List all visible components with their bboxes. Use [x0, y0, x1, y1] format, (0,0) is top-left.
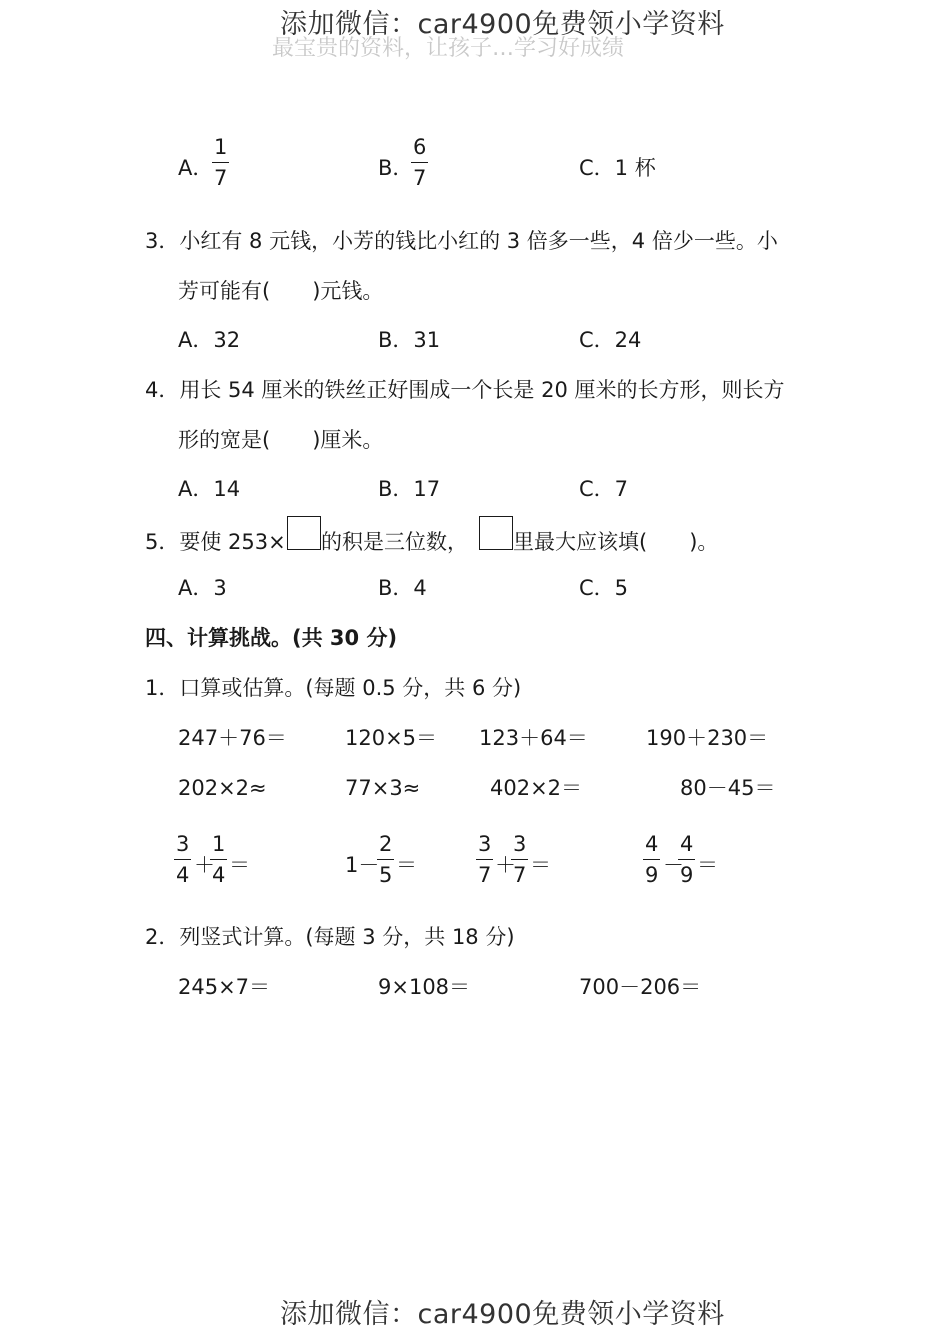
numerator: 1 [214, 135, 228, 159]
q5-blank-box-1 [287, 516, 321, 550]
denominator: 4 [210, 859, 227, 886]
equals-sign: ＝ [697, 853, 718, 877]
operator: ＋ [495, 853, 516, 877]
q3-option-c: C．24 [579, 328, 642, 352]
denominator: 9 [643, 859, 660, 886]
q2-option-a-fraction [212, 137, 229, 189]
denominator: 9 [678, 859, 695, 886]
lead-term: 1－ [345, 853, 380, 877]
denominator: 7 [476, 859, 493, 886]
numerator: 6 [413, 135, 427, 159]
q5-text-part1: 5．要使 253× [145, 530, 286, 554]
numerator: 3 [176, 832, 190, 856]
numerator: 3 [478, 832, 492, 856]
subsection-1-title: 1．口算或估算。(每题 0.5 分，共 6 分) [145, 676, 522, 700]
mental-math-item: 123＋64＝ [479, 726, 588, 750]
equals-sign: ＝ [229, 853, 250, 877]
vertical-calc-item: 245×7＝ [178, 975, 271, 999]
q3-line2: 芳可能有( )元钱。 [178, 279, 384, 303]
q4-option-c: C．7 [579, 477, 629, 501]
denominator: 7 [212, 162, 229, 189]
fraction [174, 834, 191, 886]
operator: － [663, 853, 684, 877]
denominator: 7 [411, 162, 428, 189]
denominator: 7 [511, 859, 528, 886]
fraction [377, 834, 394, 886]
q5-blank-box-2 [479, 516, 513, 550]
fraction [210, 834, 227, 886]
fraction [643, 834, 660, 886]
q5-text-part3: 里最大应该填( )。 [513, 530, 719, 554]
watermark-top: 添加微信：car4900免费领小学资料 [280, 9, 725, 40]
vertical-calc-item: 700－206＝ [579, 975, 702, 999]
denominator: 5 [377, 859, 394, 886]
numerator: 4 [645, 832, 659, 856]
mental-math-item: 80－45＝ [680, 776, 776, 800]
q4-option-b: B．17 [378, 477, 441, 501]
q4-option-a: A．14 [178, 477, 241, 501]
section-4-title: 四、计算挑战。(共 30 分) [145, 626, 398, 650]
q5-option-c: C．5 [579, 576, 629, 600]
q2-option-b-label: B． [378, 156, 414, 180]
mental-math-item: 247＋76＝ [178, 726, 287, 750]
operator: ＋ [194, 853, 215, 877]
q4-line2: 形的宽是( )厘米。 [178, 428, 384, 452]
fraction [476, 834, 493, 886]
equals-sign: ＝ [530, 853, 551, 877]
mental-math-item: 202×2≈ [178, 776, 267, 800]
q5-text-part2: 的积是三位数， [321, 530, 468, 554]
vertical-calc-item: 9×108＝ [378, 975, 471, 999]
fraction [511, 834, 528, 886]
subsection-2-title: 2．列竖式计算。(每题 3 分，共 18 分) [145, 925, 515, 949]
q4-line1: 4．用长 54 厘米的铁丝正好围成一个长是 20 厘米的长方形，则长方 [145, 378, 785, 402]
mental-math-item: 120×5＝ [345, 726, 438, 750]
numerator: 1 [212, 832, 226, 856]
q2-option-c: C．1 杯 [579, 156, 656, 180]
q2-option-a-label: A． [178, 156, 214, 180]
mental-math-item: 402×2＝ [490, 776, 583, 800]
q3-option-a: A．32 [178, 328, 241, 352]
q2-option-b-fraction [411, 137, 428, 189]
q5-option-b: B．4 [378, 576, 427, 600]
q5-option-a: A．3 [178, 576, 227, 600]
numerator: 3 [513, 832, 527, 856]
mental-math-item: 77×3≈ [345, 776, 421, 800]
mental-math-item: 190＋230＝ [646, 726, 769, 750]
denominator: 4 [174, 859, 191, 886]
faded-header-text: 最宝贵的资料，让孩子…学习好成绩 [272, 36, 625, 61]
q3-option-b: B．31 [378, 328, 441, 352]
q3-line1: 3．小红有 8 元钱，小芳的钱比小红的 3 倍多一些，4 倍少一些。小 [145, 229, 778, 253]
watermark-bottom: 添加微信：car4900免费领小学资料 [280, 1299, 725, 1330]
numerator: 4 [680, 832, 694, 856]
fraction [678, 834, 695, 886]
numerator: 2 [379, 832, 393, 856]
equals-sign: ＝ [396, 853, 417, 877]
